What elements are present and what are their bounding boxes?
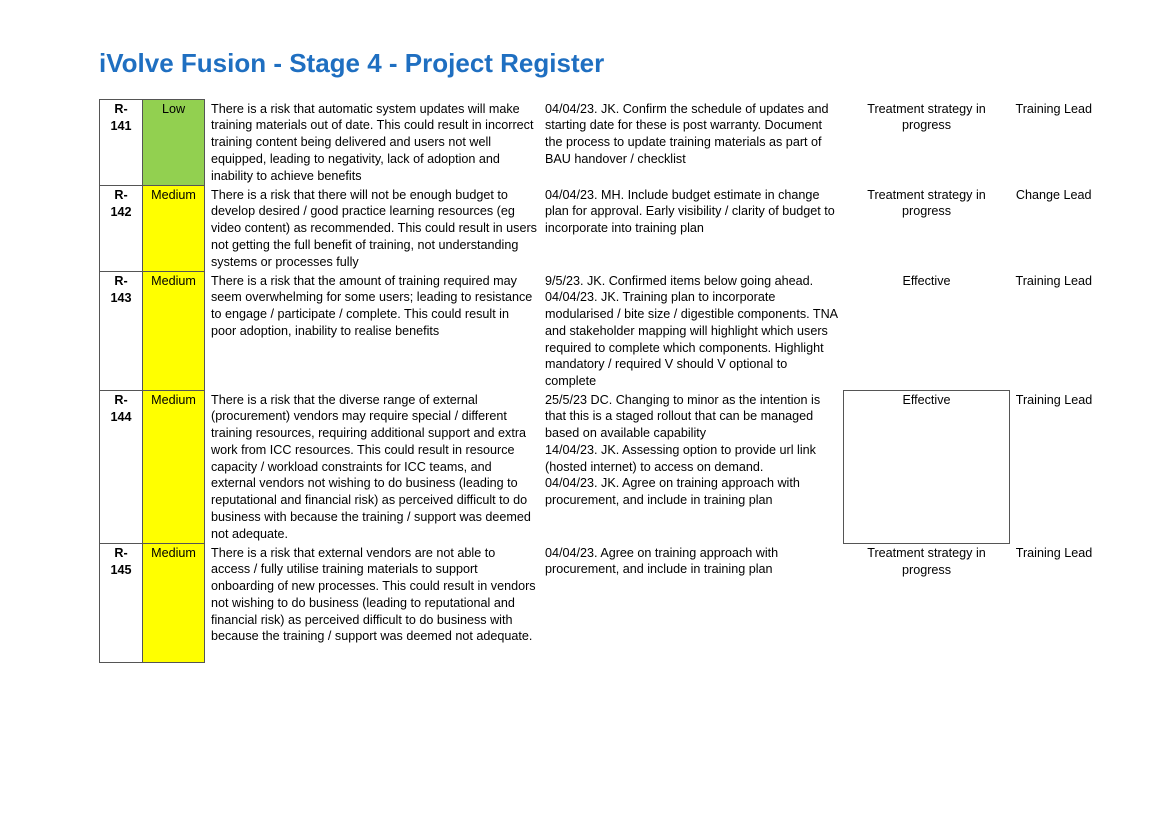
risk-id-prefix: R- — [114, 102, 128, 116]
risk-rating-medium: Medium — [143, 544, 205, 663]
treatment-entry: 9/5/23. JK. Confirmed items below going ahead. — [545, 273, 814, 288]
risk-id — [100, 544, 143, 663]
risk-id-number: 141 — [110, 118, 132, 133]
risk-treatment: 04/04/23. MH. Include budget estimate in change plan for approval. Early visibility / clarity of budget to incorporate into training plan — [545, 187, 835, 236]
risk-status: Effective — [902, 273, 951, 288]
risk-owner: Training Lead — [1015, 545, 1093, 560]
table-row — [100, 186, 1099, 272]
risk-id-number: 143 — [110, 290, 132, 305]
risk-description: There is a risk that the amount of training required may seem overwhelming for some users; leading to resistance to engage / participate / complete. This could result in poor adoption, inability to realise benefits — [211, 273, 533, 338]
risk-description: There is a risk that external vendors are not able to access / fully utilise training materials to support onboarding of new processes. This could result in vendors not wishing to do business (leading to reputational and financial risk) as perceived difficult to do business with because the training / support was deemed not adequate. — [211, 545, 536, 644]
risk-treatment: 04/04/23. Agree on training approach with procurement, and include in training plan — [545, 545, 779, 577]
risk-rating-medium: Medium — [143, 186, 205, 272]
risk-id — [100, 272, 143, 391]
risk-status: Treatment strategy in progress — [867, 187, 986, 219]
table-row — [100, 100, 1099, 186]
risk-rating-medium: Medium — [143, 272, 205, 391]
risk-id-prefix: R- — [114, 393, 128, 407]
risk-id — [100, 391, 143, 544]
risk-treatment — [541, 391, 844, 544]
risk-register-table — [99, 99, 1099, 663]
risk-id — [100, 186, 143, 272]
risk-id-prefix: R- — [114, 546, 128, 560]
risk-treatment — [541, 272, 844, 391]
risk-status: Effective — [844, 391, 1010, 544]
table-row — [100, 391, 1099, 544]
risk-status: Treatment strategy in progress — [867, 101, 986, 133]
risk-id-prefix: R- — [114, 188, 128, 202]
treatment-entry: 14/04/23. JK. Assessing option to provide url link (hosted internet) to access on demand. — [545, 442, 816, 474]
risk-status: Treatment strategy in progress — [867, 546, 986, 577]
table-row — [100, 272, 1099, 391]
risk-id-prefix: R- — [114, 274, 128, 288]
treatment-entry: 04/04/23. JK. Agree on training approach with procurement, and include in training plan — [545, 476, 800, 508]
risk-id — [100, 100, 143, 186]
risk-id-number: 144 — [110, 409, 132, 424]
risk-id-number: 145 — [110, 562, 132, 577]
risk-description: There is a risk that automatic system updates will make training materials out of date. This could result in incorrect training content being delivered and users not well equipped, leading to negativity, lack of adoption and inability to achieve benefits — [211, 101, 534, 183]
risk-owner: Change Lead — [1015, 187, 1092, 202]
table-row — [100, 544, 1099, 663]
risk-rating-low: Low — [143, 100, 205, 186]
risk-id-number: 142 — [110, 204, 132, 219]
treatment-entry: 25/5/23 DC. Changing to minor as the intention is that this is a staged rollout that can be managed based on available capability — [545, 392, 821, 441]
page-title: iVolve Fusion - Stage 4 - Project Register — [99, 48, 605, 78]
risk-owner: Training Lead — [1015, 273, 1093, 288]
risk-owner: Training Lead — [1015, 392, 1093, 407]
risk-treatment: 04/04/23. JK. Confirm the schedule of updates and starting date for these is post warranty. Document the process to update training materials as part of BAU handover / checklist — [545, 101, 829, 166]
risk-rating-medium: Medium — [143, 391, 205, 544]
treatment-entry: 04/04/23. JK. Training plan to incorporate modularised / bite size / digestible components. TNA and stakeholder mapping will highlight which users required to complete which components. Highlight mandatory / required V should V optional to complete — [545, 290, 838, 389]
risk-owner: Training Lead — [1015, 101, 1093, 116]
risk-description: There is a risk that there will not be enough budget to develop desired / good practice learning resources (eg video content) as recommended. This could result in users not getting the full benefit of training, not understanding systems or processes fully — [211, 187, 537, 269]
risk-description: There is a risk that the diverse range of external (procurement) vendors may require special / different training resources, requiring additional support and extra work from ICC resources. This could result in resource capacity / workload constraints for ICC teams, and external vendors not wishing to do business (leading to reputational and financial risk) as perceived difficult to do business with because the training / support was deemed not adequate. — [211, 392, 531, 541]
